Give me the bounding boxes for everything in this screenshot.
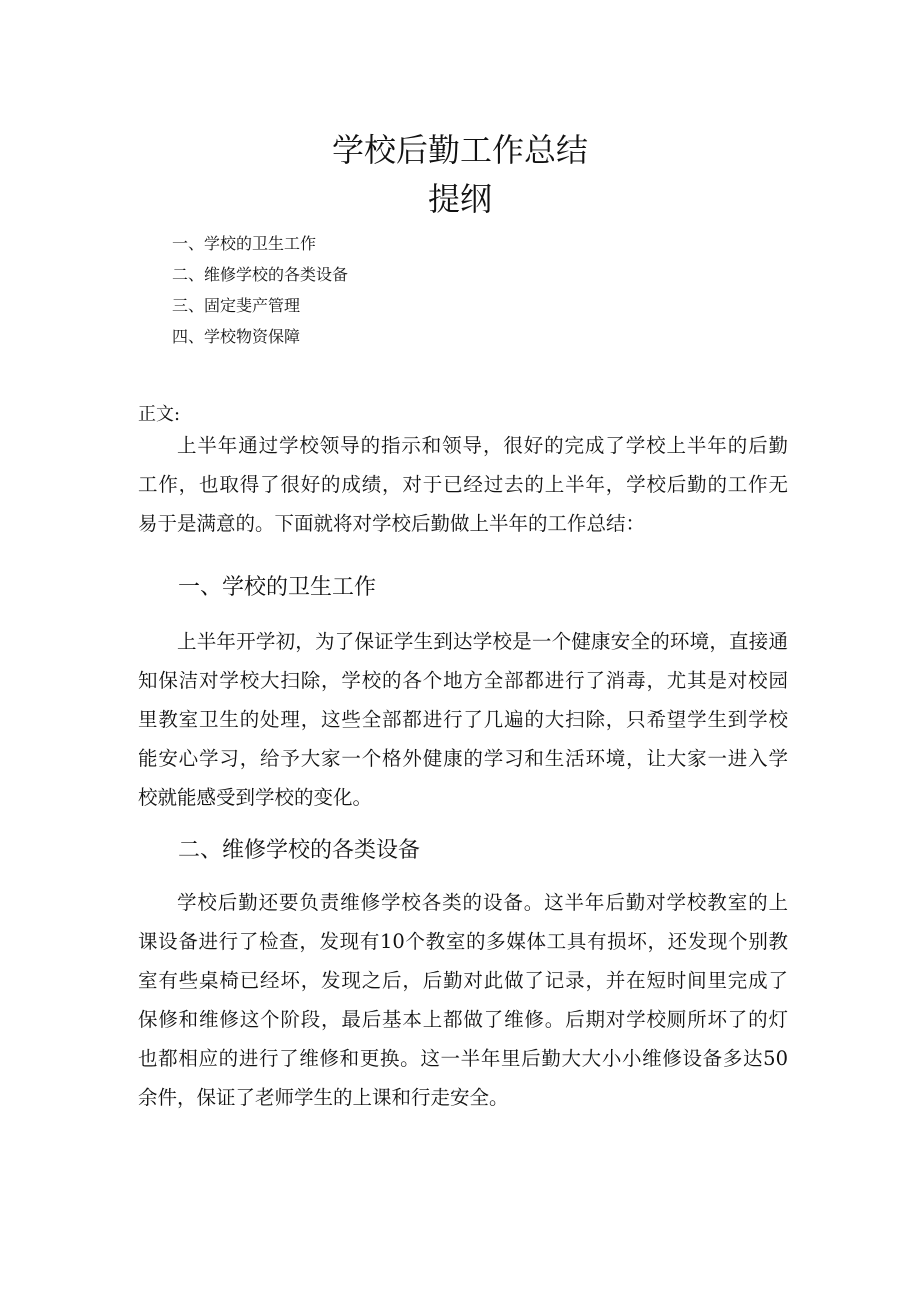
paragraph-line: 室有些桌椅已经坏，发现之后，后勤对此做了记录，并在短时间里完成了 [138,969,788,992]
section-1-paragraph [138,622,788,817]
section-heading-1: 一、学校的卫生工作 [178,575,377,600]
section-2-paragraph [138,883,788,1117]
outline-item-4: 四、学校物资保障 [172,327,301,346]
intro-paragraph [138,426,788,543]
paragraph-line: 上半年通过学校领导的指示和领导，很好的完成了学校上半年的后勤 [177,434,788,457]
paragraph-line: 也都相应的进行了维修和更换。这一半年里后勤大大小小维修设备多达50 [138,1047,788,1070]
paragraph-line: 易于是满意的。下面就将对学校后勤做上半年的工作总结： [138,512,646,535]
paragraph-line: 工作，也取得了很好的成绩，对于已经过去的上半年，学校后勤的工作无 [138,473,788,496]
paragraph-line: 学校后勤还要负责维修学校各类的设备。这半年后勤对学校教室的上 [177,891,788,914]
outline-list [172,232,348,356]
outline-item-2: 二、维修学校的各类设备 [172,265,349,284]
section-heading-2: 二、维修学校的各类设备 [178,838,421,863]
paragraph-line: 上半年开学初，为了保证学生到达学校是一个健康安全的环境，直接通 [177,630,788,653]
outline-item-3: 三、固定斐产管理 [172,296,301,315]
paragraph-line: 校就能感受到学校的变化。 [138,786,373,809]
document-subtitle: 提纲 [427,180,492,218]
paragraph-line: 里教室卫生的处理，这些全部都进行了几遍的大扫除，只希望学生到学校 [138,708,788,731]
paragraph-line: 知保洁对学校大扫除，学校的各个地方全部都进行了消毒，尤其是对校园 [138,669,788,692]
paragraph-line: 课设备进行了检查，发现有10个教室的多媒体工具有损坏，还发现个别教 [138,930,788,953]
paragraph-line: 余件，保证了老师学生的上课和行走安全。 [138,1086,509,1109]
paragraph-line: 能安心学习，给予大家一个格外健康的学习和生活环境，让大家一进入学 [138,747,788,770]
body-label: 正文: [138,404,181,425]
paragraph-line: 保修和维修这个阶段，最后基本上都做了维修。后期对学校厕所坏了的灯 [138,1008,788,1031]
document-title: 学校后勤工作总结 [331,131,588,169]
outline-item-1: 一、学校的卫生工作 [172,234,317,253]
